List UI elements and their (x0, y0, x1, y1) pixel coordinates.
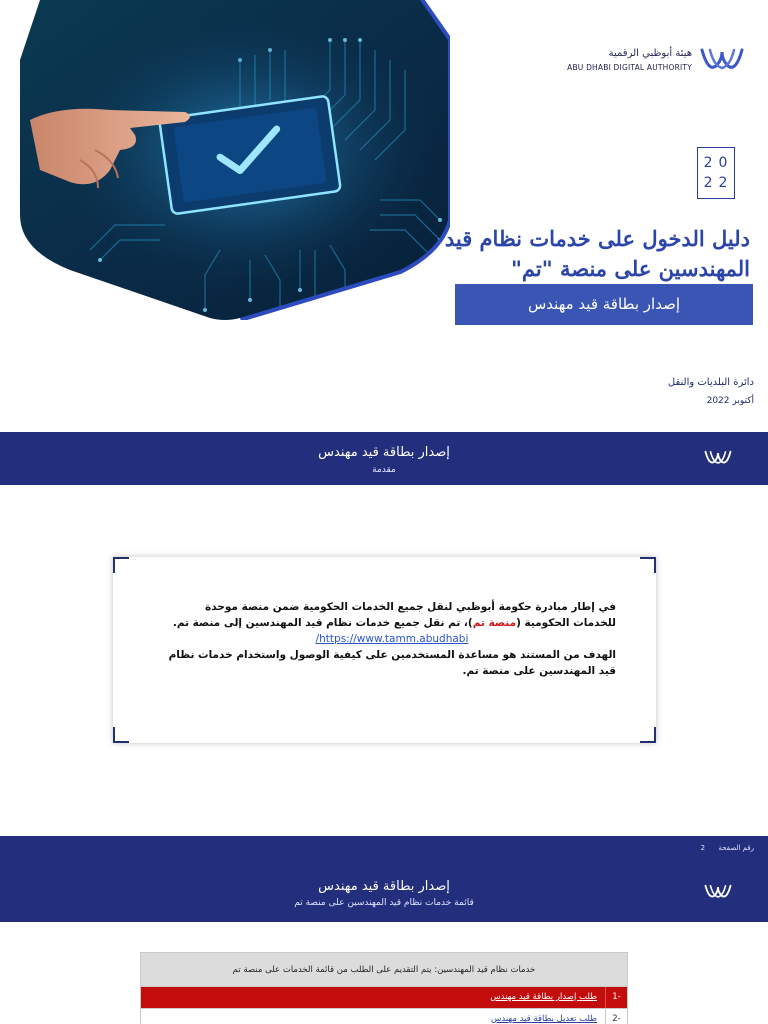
section-header-services (0, 836, 768, 922)
page-number-label: رقم الصفحة (718, 844, 754, 852)
intro-text-part: )، تم نقل جميع خدمات نظام قيد المهندسين إلى منصة تم. (172, 617, 473, 629)
service-number: -1 (605, 987, 627, 1008)
intro-text-part: في إطار مبادرة حكومة أبوظبي لنقل جميع الخدمات الحكومية ضمن منصة موحدة للخدمات الحكومية ( (205, 601, 616, 629)
intro-paragraph-2: الهدف من المستند هو مساعدة المستخدمين على كيفية الوصول واستخدام خدمات نظام قيد المهندسين على منصة تم. (168, 649, 616, 677)
adda-logo-icon (703, 446, 733, 470)
corner-decoration (113, 727, 129, 743)
intro-card (113, 557, 656, 743)
service-item-edit-card[interactable] (140, 1009, 628, 1024)
section-subtitle: مقدمة (372, 465, 396, 475)
cover-title: دليل الدخول على خدمات نظام قيد المهندسين على منصة "تم" (444, 226, 750, 281)
section-title: إصدار بطاقة قيد مهندس (318, 879, 450, 894)
section-header-intro (0, 432, 768, 485)
year-top: 20 (703, 155, 734, 171)
publication-date: أكتوبر 2022 (706, 396, 754, 406)
logo-arabic-text: هيئة أبوظبي الرقمية (608, 48, 692, 59)
section-title: إصدار بطاقة قيد مهندس (318, 445, 450, 460)
corner-decoration (113, 557, 129, 573)
page-number (701, 844, 754, 852)
cover-subtitle-band: إصدار بطاقة قيد مهندس (455, 284, 753, 325)
service-number: -2 (605, 1009, 627, 1024)
intro-text (168, 599, 616, 679)
service-link[interactable]: طلب إصدار بطاقة قيد مهندس (490, 992, 597, 1002)
brand-logo (566, 44, 746, 78)
tamm-highlight: منصة تم (472, 617, 517, 629)
year-bottom: 22 (703, 175, 734, 191)
corner-decoration (640, 727, 656, 743)
service-item-issue-card[interactable] (140, 987, 628, 1009)
adda-logo-icon (698, 44, 746, 76)
section-subtitle: قائمة خدمات نظام قيد المهندسين على منصة تم (294, 898, 474, 908)
intro-paragraph-1 (168, 599, 616, 631)
adda-logo-icon (703, 880, 733, 904)
services-table-header: خدمات نظام قيد المهندسين: يتم التقديم على الطلب من قائمة الخدمات على منصة تم (140, 952, 628, 987)
year-badge (697, 147, 735, 199)
service-link[interactable]: طلب تعديل بطاقة قيد مهندس (491, 1014, 597, 1024)
cover-page (0, 0, 768, 432)
corner-decoration (640, 557, 656, 573)
logo-english-text: ABU DHABI DIGITAL AUTHORITY (567, 63, 692, 72)
department-name: دائرة البلديات والنقل (667, 377, 754, 388)
hero-circuit-image (0, 0, 450, 320)
services-table (140, 952, 628, 1024)
page-number-value: 2 (700, 844, 706, 852)
tamm-link[interactable]: https://www.tamm.abudhabi/ (315, 633, 469, 645)
